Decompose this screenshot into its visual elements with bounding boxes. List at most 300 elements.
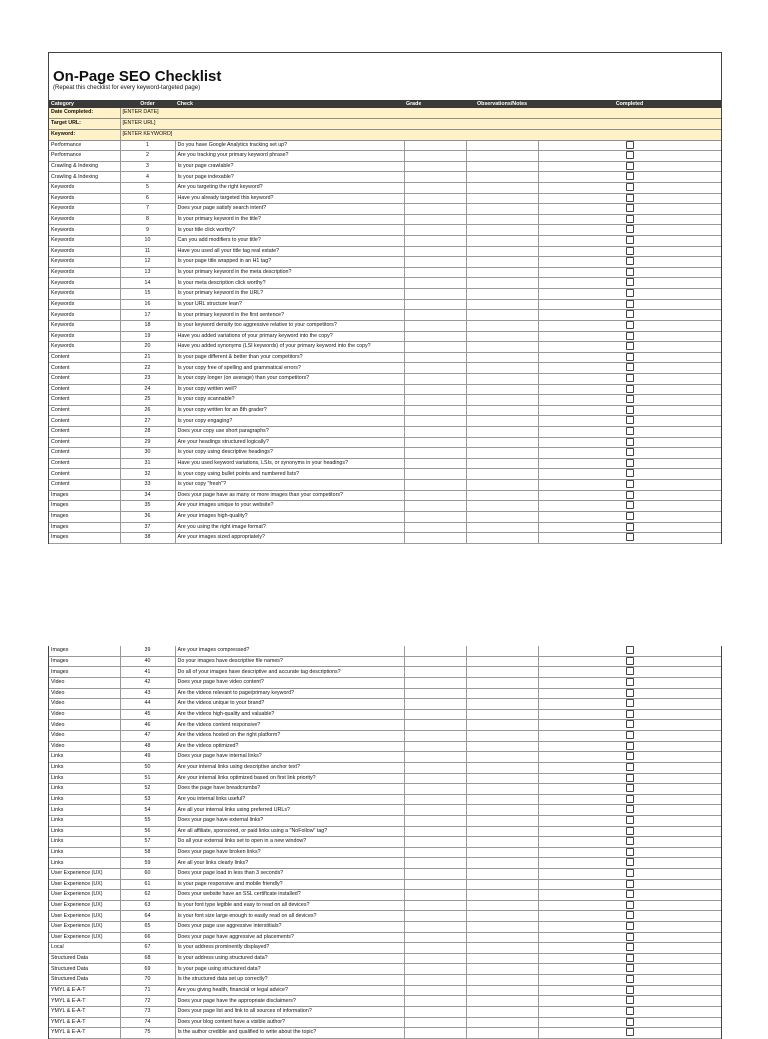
row-notes-cell[interactable] [466, 709, 538, 720]
checkbox-icon[interactable] [626, 975, 634, 983]
row-completed-cell[interactable] [538, 511, 721, 522]
checkbox-icon[interactable] [626, 933, 634, 941]
row-notes-cell[interactable] [466, 667, 538, 678]
row-notes-cell[interactable] [466, 320, 538, 331]
row-grade-cell[interactable] [404, 826, 466, 837]
row-grade-cell[interactable] [404, 289, 466, 300]
row-grade-cell[interactable] [404, 720, 466, 731]
row-completed-cell[interactable] [538, 299, 721, 310]
row-grade-cell[interactable] [404, 784, 466, 795]
row-completed-cell[interactable] [538, 1028, 721, 1039]
row-completed-cell[interactable] [538, 214, 721, 225]
row-completed-cell[interactable] [538, 533, 721, 544]
row-completed-cell[interactable] [538, 490, 721, 501]
checkbox-icon[interactable] [626, 533, 634, 541]
row-notes-cell[interactable] [466, 246, 538, 257]
checkbox-icon[interactable] [626, 837, 634, 845]
row-notes-cell[interactable] [466, 204, 538, 215]
row-notes-cell[interactable] [466, 879, 538, 890]
row-grade-cell[interactable] [404, 480, 466, 491]
checkbox-icon[interactable] [626, 448, 634, 456]
row-completed-cell[interactable] [538, 501, 721, 512]
row-grade-cell[interactable] [404, 975, 466, 986]
row-completed-cell[interactable] [538, 646, 721, 656]
checkbox-icon[interactable] [626, 162, 634, 170]
row-grade-cell[interactable] [404, 427, 466, 438]
checkbox-icon[interactable] [626, 986, 634, 994]
row-completed-cell[interactable] [538, 656, 721, 667]
row-completed-cell[interactable] [538, 720, 721, 731]
row-notes-cell[interactable] [466, 299, 538, 310]
row-completed-cell[interactable] [538, 879, 721, 890]
checkbox-icon[interactable] [626, 720, 634, 728]
row-notes-cell[interactable] [466, 236, 538, 247]
row-grade-cell[interactable] [404, 310, 466, 321]
row-completed-cell[interactable] [538, 225, 721, 236]
row-notes-cell[interactable] [466, 511, 538, 522]
checkbox-icon[interactable] [626, 236, 634, 244]
row-grade-cell[interactable] [404, 363, 466, 374]
row-notes-cell[interactable] [466, 395, 538, 406]
row-notes-cell[interactable] [466, 533, 538, 544]
checkbox-icon[interactable] [626, 512, 634, 520]
row-completed-cell[interactable] [538, 996, 721, 1007]
row-notes-cell[interactable] [466, 448, 538, 459]
row-grade-cell[interactable] [404, 172, 466, 183]
row-notes-cell[interactable] [466, 656, 538, 667]
row-grade-cell[interactable] [404, 678, 466, 689]
row-completed-cell[interactable] [538, 805, 721, 816]
checkbox-icon[interactable] [626, 1018, 634, 1026]
row-grade-cell[interactable] [404, 1028, 466, 1039]
row-grade-cell[interactable] [404, 278, 466, 289]
row-notes-cell[interactable] [466, 469, 538, 480]
row-completed-cell[interactable] [538, 964, 721, 975]
checkbox-icon[interactable] [626, 268, 634, 276]
row-grade-cell[interactable] [404, 943, 466, 954]
row-grade-cell[interactable] [404, 522, 466, 533]
row-completed-cell[interactable] [538, 741, 721, 752]
row-notes-cell[interactable] [466, 773, 538, 784]
checkbox-icon[interactable] [626, 310, 634, 318]
row-completed-cell[interactable] [538, 1006, 721, 1017]
row-notes-cell[interactable] [466, 784, 538, 795]
row-completed-cell[interactable] [538, 405, 721, 416]
row-grade-cell[interactable] [404, 815, 466, 826]
row-grade-cell[interactable] [404, 405, 466, 416]
row-completed-cell[interactable] [538, 847, 721, 858]
checkbox-icon[interactable] [626, 964, 634, 972]
row-notes-cell[interactable] [466, 214, 538, 225]
row-notes-cell[interactable] [466, 890, 538, 901]
row-notes-cell[interactable] [466, 140, 538, 151]
row-notes-cell[interactable] [466, 193, 538, 204]
checkbox-icon[interactable] [626, 257, 634, 265]
row-grade-cell[interactable] [404, 762, 466, 773]
row-grade-cell[interactable] [404, 448, 466, 459]
row-completed-cell[interactable] [538, 448, 721, 459]
row-grade-cell[interactable] [404, 140, 466, 151]
row-notes-cell[interactable] [466, 437, 538, 448]
row-grade-cell[interactable] [404, 794, 466, 805]
row-grade-cell[interactable] [404, 236, 466, 247]
row-completed-cell[interactable] [538, 826, 721, 837]
checkbox-icon[interactable] [626, 784, 634, 792]
row-notes-cell[interactable] [466, 741, 538, 752]
row-grade-cell[interactable] [404, 900, 466, 911]
row-grade-cell[interactable] [404, 183, 466, 194]
row-grade-cell[interactable] [404, 225, 466, 236]
checkbox-icon[interactable] [626, 501, 634, 509]
checkbox-icon[interactable] [626, 395, 634, 403]
row-completed-cell[interactable] [538, 752, 721, 763]
checkbox-icon[interactable] [626, 816, 634, 824]
row-completed-cell[interactable] [538, 678, 721, 689]
row-notes-cell[interactable] [466, 953, 538, 964]
row-notes-cell[interactable] [466, 826, 538, 837]
row-grade-cell[interactable] [404, 246, 466, 257]
checkbox-icon[interactable] [626, 774, 634, 782]
row-completed-cell[interactable] [538, 975, 721, 986]
row-notes-cell[interactable] [466, 278, 538, 289]
row-notes-cell[interactable] [466, 646, 538, 656]
row-grade-cell[interactable] [404, 996, 466, 1007]
row-completed-cell[interactable] [538, 416, 721, 427]
row-completed-cell[interactable] [538, 427, 721, 438]
row-completed-cell[interactable] [538, 911, 721, 922]
row-grade-cell[interactable] [404, 320, 466, 331]
row-notes-cell[interactable] [466, 794, 538, 805]
row-notes-cell[interactable] [466, 257, 538, 268]
checkbox-icon[interactable] [626, 848, 634, 856]
row-completed-cell[interactable] [538, 522, 721, 533]
checkbox-icon[interactable] [626, 763, 634, 771]
row-grade-cell[interactable] [404, 847, 466, 858]
row-completed-cell[interactable] [538, 363, 721, 374]
row-grade-cell[interactable] [404, 699, 466, 710]
row-notes-cell[interactable] [466, 363, 538, 374]
row-notes-cell[interactable] [466, 151, 538, 162]
target-url-field[interactable]: [ENTER URL] [120, 119, 721, 130]
row-completed-cell[interactable] [538, 310, 721, 321]
row-completed-cell[interactable] [538, 395, 721, 406]
checkbox-icon[interactable] [626, 289, 634, 297]
row-completed-cell[interactable] [538, 858, 721, 869]
row-completed-cell[interactable] [538, 480, 721, 491]
row-completed-cell[interactable] [538, 342, 721, 353]
row-notes-cell[interactable] [466, 720, 538, 731]
row-completed-cell[interactable] [538, 236, 721, 247]
row-grade-cell[interactable] [404, 646, 466, 656]
row-completed-cell[interactable] [538, 890, 721, 901]
row-grade-cell[interactable] [404, 204, 466, 215]
row-grade-cell[interactable] [404, 1006, 466, 1017]
row-completed-cell[interactable] [538, 868, 721, 879]
checkbox-icon[interactable] [626, 731, 634, 739]
checkbox-icon[interactable] [626, 657, 634, 665]
row-grade-cell[interactable] [404, 922, 466, 933]
checkbox-icon[interactable] [626, 911, 634, 919]
row-completed-cell[interactable] [538, 320, 721, 331]
row-grade-cell[interactable] [404, 416, 466, 427]
checkbox-icon[interactable] [626, 300, 634, 308]
checkbox-icon[interactable] [626, 225, 634, 233]
row-grade-cell[interactable] [404, 151, 466, 162]
row-completed-cell[interactable] [538, 688, 721, 699]
checkbox-icon[interactable] [626, 954, 634, 962]
row-grade-cell[interactable] [404, 469, 466, 480]
checkbox-icon[interactable] [626, 427, 634, 435]
row-grade-cell[interactable] [404, 879, 466, 890]
checkbox-icon[interactable] [626, 699, 634, 707]
row-notes-cell[interactable] [466, 837, 538, 848]
row-grade-cell[interactable] [404, 533, 466, 544]
checkbox-icon[interactable] [626, 353, 634, 361]
row-completed-cell[interactable] [538, 384, 721, 395]
checkbox-icon[interactable] [626, 880, 634, 888]
row-notes-cell[interactable] [466, 975, 538, 986]
row-grade-cell[interactable] [404, 985, 466, 996]
row-grade-cell[interactable] [404, 688, 466, 699]
row-grade-cell[interactable] [404, 257, 466, 268]
row-completed-cell[interactable] [538, 151, 721, 162]
checkbox-icon[interactable] [626, 204, 634, 212]
row-notes-cell[interactable] [466, 310, 538, 321]
row-grade-cell[interactable] [404, 352, 466, 363]
row-notes-cell[interactable] [466, 805, 538, 816]
row-grade-cell[interactable] [404, 667, 466, 678]
checkbox-icon[interactable] [626, 194, 634, 202]
row-grade-cell[interactable] [404, 741, 466, 752]
checkbox-icon[interactable] [626, 172, 634, 180]
row-notes-cell[interactable] [466, 911, 538, 922]
row-notes-cell[interactable] [466, 922, 538, 933]
checkbox-icon[interactable] [626, 805, 634, 813]
row-completed-cell[interactable] [538, 709, 721, 720]
row-grade-cell[interactable] [404, 964, 466, 975]
checkbox-icon[interactable] [626, 215, 634, 223]
row-notes-cell[interactable] [466, 932, 538, 943]
row-grade-cell[interactable] [404, 932, 466, 943]
row-grade-cell[interactable] [404, 490, 466, 501]
checkbox-icon[interactable] [626, 374, 634, 382]
keyword-field[interactable]: [ENTER KEYWORD] [120, 129, 721, 140]
row-notes-cell[interactable] [466, 161, 538, 172]
row-notes-cell[interactable] [466, 847, 538, 858]
row-completed-cell[interactable] [538, 900, 721, 911]
row-completed-cell[interactable] [538, 267, 721, 278]
checkbox-icon[interactable] [626, 922, 634, 930]
row-notes-cell[interactable] [466, 1006, 538, 1017]
row-notes-cell[interactable] [466, 868, 538, 879]
row-completed-cell[interactable] [538, 837, 721, 848]
checkbox-icon[interactable] [626, 827, 634, 835]
row-notes-cell[interactable] [466, 522, 538, 533]
row-completed-cell[interactable] [538, 773, 721, 784]
row-grade-cell[interactable] [404, 161, 466, 172]
row-notes-cell[interactable] [466, 225, 538, 236]
row-completed-cell[interactable] [538, 437, 721, 448]
checkbox-icon[interactable] [626, 438, 634, 446]
row-notes-cell[interactable] [466, 762, 538, 773]
row-grade-cell[interactable] [404, 868, 466, 879]
row-notes-cell[interactable] [466, 373, 538, 384]
checkbox-icon[interactable] [626, 742, 634, 750]
row-notes-cell[interactable] [466, 342, 538, 353]
row-completed-cell[interactable] [538, 172, 721, 183]
row-grade-cell[interactable] [404, 656, 466, 667]
checkbox-icon[interactable] [626, 385, 634, 393]
checkbox-icon[interactable] [626, 151, 634, 159]
row-completed-cell[interactable] [538, 161, 721, 172]
row-grade-cell[interactable] [404, 193, 466, 204]
row-completed-cell[interactable] [538, 331, 721, 342]
row-notes-cell[interactable] [466, 1017, 538, 1028]
checkbox-icon[interactable] [626, 752, 634, 760]
checkbox-icon[interactable] [626, 278, 634, 286]
checkbox-icon[interactable] [626, 491, 634, 499]
row-notes-cell[interactable] [466, 985, 538, 996]
row-completed-cell[interactable] [538, 278, 721, 289]
checkbox-icon[interactable] [626, 141, 634, 149]
row-completed-cell[interactable] [538, 246, 721, 257]
row-notes-cell[interactable] [466, 331, 538, 342]
row-completed-cell[interactable] [538, 373, 721, 384]
row-grade-cell[interactable] [404, 342, 466, 353]
row-completed-cell[interactable] [538, 140, 721, 151]
checkbox-icon[interactable] [626, 646, 634, 654]
row-grade-cell[interactable] [404, 731, 466, 742]
checkbox-icon[interactable] [626, 332, 634, 340]
row-grade-cell[interactable] [404, 214, 466, 225]
row-grade-cell[interactable] [404, 331, 466, 342]
row-notes-cell[interactable] [466, 752, 538, 763]
row-grade-cell[interactable] [404, 437, 466, 448]
row-completed-cell[interactable] [538, 922, 721, 933]
row-completed-cell[interactable] [538, 257, 721, 268]
row-notes-cell[interactable] [466, 267, 538, 278]
row-grade-cell[interactable] [404, 501, 466, 512]
row-notes-cell[interactable] [466, 490, 538, 501]
checkbox-icon[interactable] [626, 1028, 634, 1036]
row-completed-cell[interactable] [538, 458, 721, 469]
row-completed-cell[interactable] [538, 699, 721, 710]
row-notes-cell[interactable] [466, 427, 538, 438]
row-grade-cell[interactable] [404, 837, 466, 848]
row-notes-cell[interactable] [466, 501, 538, 512]
row-grade-cell[interactable] [404, 752, 466, 763]
row-completed-cell[interactable] [538, 193, 721, 204]
row-notes-cell[interactable] [466, 678, 538, 689]
row-grade-cell[interactable] [404, 384, 466, 395]
row-completed-cell[interactable] [538, 183, 721, 194]
checkbox-icon[interactable] [626, 890, 634, 898]
checkbox-icon[interactable] [626, 406, 634, 414]
row-notes-cell[interactable] [466, 458, 538, 469]
checkbox-icon[interactable] [626, 996, 634, 1004]
row-notes-cell[interactable] [466, 416, 538, 427]
row-notes-cell[interactable] [466, 688, 538, 699]
row-grade-cell[interactable] [404, 911, 466, 922]
row-completed-cell[interactable] [538, 762, 721, 773]
row-completed-cell[interactable] [538, 667, 721, 678]
row-completed-cell[interactable] [538, 794, 721, 805]
row-grade-cell[interactable] [404, 890, 466, 901]
checkbox-icon[interactable] [626, 363, 634, 371]
row-completed-cell[interactable] [538, 1017, 721, 1028]
row-completed-cell[interactable] [538, 985, 721, 996]
checkbox-icon[interactable] [626, 869, 634, 877]
row-grade-cell[interactable] [404, 805, 466, 816]
checkbox-icon[interactable] [626, 1007, 634, 1015]
checkbox-icon[interactable] [626, 523, 634, 531]
row-grade-cell[interactable] [404, 511, 466, 522]
row-completed-cell[interactable] [538, 204, 721, 215]
row-notes-cell[interactable] [466, 405, 538, 416]
checkbox-icon[interactable] [626, 678, 634, 686]
row-completed-cell[interactable] [538, 469, 721, 480]
checkbox-icon[interactable] [626, 459, 634, 467]
checkbox-icon[interactable] [626, 480, 634, 488]
row-grade-cell[interactable] [404, 458, 466, 469]
row-completed-cell[interactable] [538, 815, 721, 826]
checkbox-icon[interactable] [626, 342, 634, 350]
row-grade-cell[interactable] [404, 267, 466, 278]
row-grade-cell[interactable] [404, 858, 466, 869]
row-grade-cell[interactable] [404, 299, 466, 310]
row-completed-cell[interactable] [538, 943, 721, 954]
row-grade-cell[interactable] [404, 395, 466, 406]
row-completed-cell[interactable] [538, 731, 721, 742]
row-notes-cell[interactable] [466, 858, 538, 869]
row-notes-cell[interactable] [466, 996, 538, 1007]
checkbox-icon[interactable] [626, 469, 634, 477]
checkbox-icon[interactable] [626, 321, 634, 329]
row-notes-cell[interactable] [466, 731, 538, 742]
row-grade-cell[interactable] [404, 953, 466, 964]
row-notes-cell[interactable] [466, 384, 538, 395]
row-notes-cell[interactable] [466, 943, 538, 954]
row-completed-cell[interactable] [538, 784, 721, 795]
checkbox-icon[interactable] [626, 667, 634, 675]
row-completed-cell[interactable] [538, 932, 721, 943]
checkbox-icon[interactable] [626, 943, 634, 951]
row-notes-cell[interactable] [466, 289, 538, 300]
row-notes-cell[interactable] [466, 815, 538, 826]
checkbox-icon[interactable] [626, 247, 634, 255]
row-grade-cell[interactable] [404, 709, 466, 720]
checkbox-icon[interactable] [626, 183, 634, 191]
row-notes-cell[interactable] [466, 480, 538, 491]
checkbox-icon[interactable] [626, 858, 634, 866]
checkbox-icon[interactable] [626, 795, 634, 803]
row-notes-cell[interactable] [466, 699, 538, 710]
row-notes-cell[interactable] [466, 900, 538, 911]
row-grade-cell[interactable] [404, 773, 466, 784]
date-completed-field[interactable]: [ENTER DATE] [120, 108, 721, 119]
row-grade-cell[interactable] [404, 1017, 466, 1028]
row-notes-cell[interactable] [466, 183, 538, 194]
row-completed-cell[interactable] [538, 289, 721, 300]
row-notes-cell[interactable] [466, 172, 538, 183]
row-completed-cell[interactable] [538, 953, 721, 964]
row-completed-cell[interactable] [538, 352, 721, 363]
checkbox-icon[interactable] [626, 710, 634, 718]
row-notes-cell[interactable] [466, 964, 538, 975]
row-grade-cell[interactable] [404, 373, 466, 384]
row-notes-cell[interactable] [466, 352, 538, 363]
checkbox-icon[interactable] [626, 689, 634, 697]
